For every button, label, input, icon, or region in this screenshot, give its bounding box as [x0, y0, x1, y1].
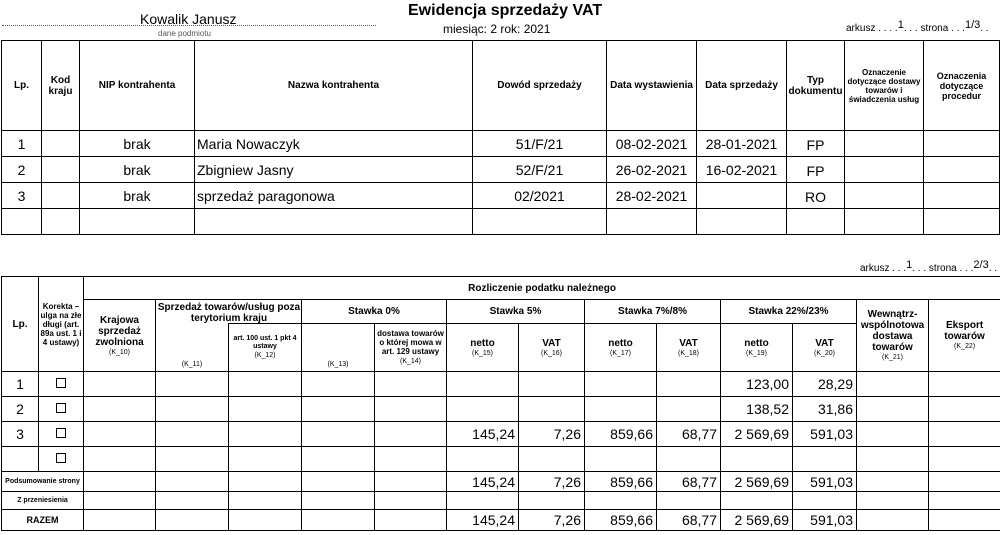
cell-k17 [585, 447, 657, 472]
vat-label: VAT [815, 337, 834, 349]
summary-row-carried [2, 492, 1000, 510]
code-k20: (K_20) [813, 349, 835, 357]
entity-dotted-line [2, 25, 376, 26]
checkbox-icon [56, 453, 66, 463]
col-k20 [793, 324, 857, 372]
cell-k16: 7,26 [519, 510, 585, 531]
cell-k16 [519, 447, 585, 472]
table-row [2, 422, 1000, 447]
korekta-checkbox[interactable] [39, 372, 84, 397]
row-typ: FP [787, 131, 845, 157]
cell-k18 [657, 397, 721, 422]
cell-k17: 859,66 [585, 422, 657, 447]
cell-k18 [657, 492, 721, 510]
col-krajowa-label: Krajowa sprzedaż zwolniona [95, 314, 144, 348]
col-k19 [721, 324, 793, 372]
col-korekta: Korekta – ulga na złe długi (art. 89a ust. 1 i 4 ustawy) [39, 277, 84, 372]
cell-k15 [447, 447, 519, 472]
row-typ: RO [787, 183, 845, 209]
col-dostawa-label: dostawa towarów o której mowa w art. 129 ustawy [377, 329, 444, 356]
row-dowod: 51/F/21 [473, 131, 607, 157]
table-row [2, 183, 1000, 209]
code-k22: (K_22) [954, 343, 976, 350]
cell-k17: 859,66 [585, 472, 657, 492]
col-dostawa [375, 324, 447, 372]
strona-label: strona [920, 23, 949, 34]
cell-k20: 591,03 [793, 472, 857, 492]
arkusz-label: arkusz [860, 263, 890, 274]
row-lp: 3 [2, 183, 42, 209]
row-data-wyst: 08-02-2021 [607, 131, 697, 157]
summary-row-page [2, 472, 1000, 492]
cell-k15 [447, 397, 519, 422]
cell-k20: 28,29 [793, 372, 857, 397]
row-nazwa: Maria Nowaczyk [195, 131, 473, 157]
col-k18 [657, 324, 721, 372]
cell-k16: 7,26 [519, 422, 585, 447]
col-nip: NIP kontrahenta [80, 41, 195, 131]
summary-row-total [2, 510, 1000, 531]
code-k17: (K_17) [609, 349, 631, 357]
cell-k15: 145,24 [447, 422, 519, 447]
col-stawka0: Stawka 0% [302, 300, 447, 324]
row-nip: brak [80, 183, 195, 209]
col-oznaczenie-dostawy: Oznaczenie dotyczące dostawy towarów i świadczenia usług [845, 41, 924, 131]
cell-k16: 7,26 [519, 472, 585, 492]
sheet-info-2: arkusz . . .1. . . strona . . .2/3. . [860, 259, 998, 274]
code-k16: (K_16) [540, 349, 562, 357]
summary-label: Podsumowanie strony [2, 472, 84, 492]
cell-k15 [447, 492, 519, 510]
arkusz-label: arkusz [846, 23, 876, 34]
col-eksport [929, 300, 1000, 372]
sales-register-table [1, 40, 1000, 235]
cell-k17 [585, 397, 657, 422]
col-data-wystawienia: Data wystawienia [607, 41, 697, 131]
row-proc [924, 131, 1000, 157]
code-k14: (K_14) [399, 358, 421, 365]
col-dowod: Dowód sprzedaży [473, 41, 607, 131]
checkbox-icon [56, 378, 66, 388]
col-stawka78: Stawka 7%/8% [585, 300, 721, 324]
korekta-checkbox[interactable] [39, 447, 84, 472]
col-k15 [447, 324, 519, 372]
row-kod [42, 131, 80, 157]
cell-k15 [447, 372, 519, 397]
row-nip: brak [80, 131, 195, 157]
summary-label: RAZEM [2, 510, 84, 531]
cell-k19: 138,52 [721, 397, 793, 422]
row-dowod: 52/F/21 [473, 157, 607, 183]
cell-k20 [793, 492, 857, 510]
cell-k19 [721, 447, 793, 472]
col-k17 [585, 324, 657, 372]
row-proc [924, 157, 1000, 183]
row-kod [42, 183, 80, 209]
table-row [2, 447, 1000, 472]
code-k12: (K_12) [254, 352, 276, 359]
row-proc [924, 183, 1000, 209]
col-typ-dokumentu: Typ dokumentu [787, 41, 845, 131]
cell-k15: 145,24 [447, 510, 519, 531]
strona-value: 2/3 [973, 259, 989, 271]
row-lp: 1 [2, 131, 42, 157]
summary-label: Z przeniesienia [2, 492, 84, 510]
cell-k16 [519, 492, 585, 510]
cell-k20: 31,86 [793, 397, 857, 422]
code-k19: (K_19) [745, 349, 767, 357]
col-nazwa: Nazwa kontrahenta [195, 41, 473, 131]
table-row [2, 397, 1000, 422]
netto-label: netto [470, 337, 495, 349]
col-krajowa [84, 300, 156, 372]
row-ozn [845, 183, 924, 209]
entity-caption: dane podmiotu [158, 29, 211, 38]
table-row [2, 157, 1000, 183]
code-k15: (K_15) [471, 349, 493, 357]
cell-k19: 123,00 [721, 372, 793, 397]
cell-k17: 859,66 [585, 510, 657, 531]
page-title: Ewidencja sprzedaży VAT [408, 2, 603, 19]
col-eksport-label: Eksport towarów [944, 320, 985, 342]
table-row [2, 131, 1000, 157]
cell-k19: 2 569,69 [721, 472, 793, 492]
cell-k19 [721, 492, 793, 510]
row-data-sprz: 16-02-2021 [697, 157, 787, 183]
row-lp: 2 [2, 397, 39, 422]
group-header: Rozliczenie podatku należnego [84, 277, 1000, 300]
row-nazwa: Zbigniew Jasny [195, 157, 473, 183]
row-data-sprz [697, 183, 787, 209]
sheet-info-1: arkusz . . . .1. . . strona . . .1/3. . [846, 19, 989, 34]
vat-label: VAT [542, 337, 561, 349]
col-data-sprzedazy: Data sprzedaży [697, 41, 787, 131]
col-oznaczenia-procedur: Oznaczenia dotyczące procedur [924, 41, 1000, 131]
entity-name: Kowalik Janusz [140, 11, 237, 27]
col-lp: Lp. [2, 41, 42, 131]
row-ozn [845, 157, 924, 183]
vat-settlement-table [1, 276, 1000, 531]
col-stawka2223: Stawka 22%/23% [721, 300, 857, 324]
col-k16 [519, 324, 585, 372]
col-poza-label: Sprzedaż towarów/usług poza terytorium kraju [157, 301, 301, 324]
row-lp: 1 [2, 372, 39, 397]
strona-value: 1/3 [964, 19, 981, 31]
cell-k19: 2 569,69 [721, 422, 793, 447]
row-data-wyst: 28-02-2021 [607, 183, 697, 209]
code-k11: (K_11) [181, 361, 203, 368]
cell-k20 [793, 447, 857, 472]
table-row [2, 372, 1000, 397]
row-lp [2, 447, 39, 472]
cell-k16 [519, 397, 585, 422]
code-k18: (K_18) [677, 349, 699, 357]
row-kod [42, 157, 80, 183]
code-k21: (K_21) [881, 354, 903, 361]
col-kod-kraju: Kod kraju [42, 41, 80, 131]
cell-k18 [657, 372, 721, 397]
arkusz-value: 1 [897, 19, 904, 31]
col-art100-label: art. 100 ust. 1 pkt 4 ustawy [233, 335, 297, 350]
arkusz-value: 1 [906, 259, 913, 271]
row-nazwa: sprzedaż paragonowa [195, 183, 473, 209]
cell-k16 [519, 372, 585, 397]
row-dowod: 02/2021 [473, 183, 607, 209]
col-stawka5: Stawka 5% [447, 300, 585, 324]
netto-label: netto [744, 337, 769, 349]
vat-label: VAT [679, 337, 698, 349]
row-lp: 2 [2, 157, 42, 183]
cell-k15: 145,24 [447, 472, 519, 492]
netto-label: netto [608, 337, 633, 349]
row-typ: FP [787, 157, 845, 183]
cell-k18: 68,77 [657, 422, 721, 447]
cell-k18: 68,77 [657, 510, 721, 531]
col-lp: Lp. [2, 277, 39, 372]
table-row-empty [2, 209, 1000, 235]
cell-k18 [657, 447, 721, 472]
row-data-wyst: 26-02-2021 [607, 157, 697, 183]
korekta-checkbox[interactable] [39, 397, 84, 422]
korekta-checkbox[interactable] [39, 422, 84, 447]
strona-label: strona [928, 263, 957, 274]
cell-k20: 591,03 [793, 422, 857, 447]
col-k13 [302, 324, 375, 372]
col-wewn-label: Wewnątrz-wspólnotowa dostawa towarów [860, 309, 925, 353]
col-wewn [857, 300, 929, 372]
cell-k19: 2 569,69 [721, 510, 793, 531]
cell-k17 [585, 372, 657, 397]
row-data-sprz: 28-01-2021 [697, 131, 787, 157]
row-nip: brak [80, 157, 195, 183]
col-art100 [229, 324, 302, 372]
period: miesiąc: 2 rok: 2021 [443, 22, 551, 36]
cell-k20: 591,03 [793, 510, 857, 531]
cell-k18: 68,77 [657, 472, 721, 492]
checkbox-icon [56, 428, 66, 438]
code-k10: (K_10) [108, 348, 130, 356]
row-ozn [845, 131, 924, 157]
checkbox-icon [56, 403, 66, 413]
cell-k17 [585, 492, 657, 510]
row-lp: 3 [2, 422, 39, 447]
code-k13: (K_13) [327, 361, 349, 368]
